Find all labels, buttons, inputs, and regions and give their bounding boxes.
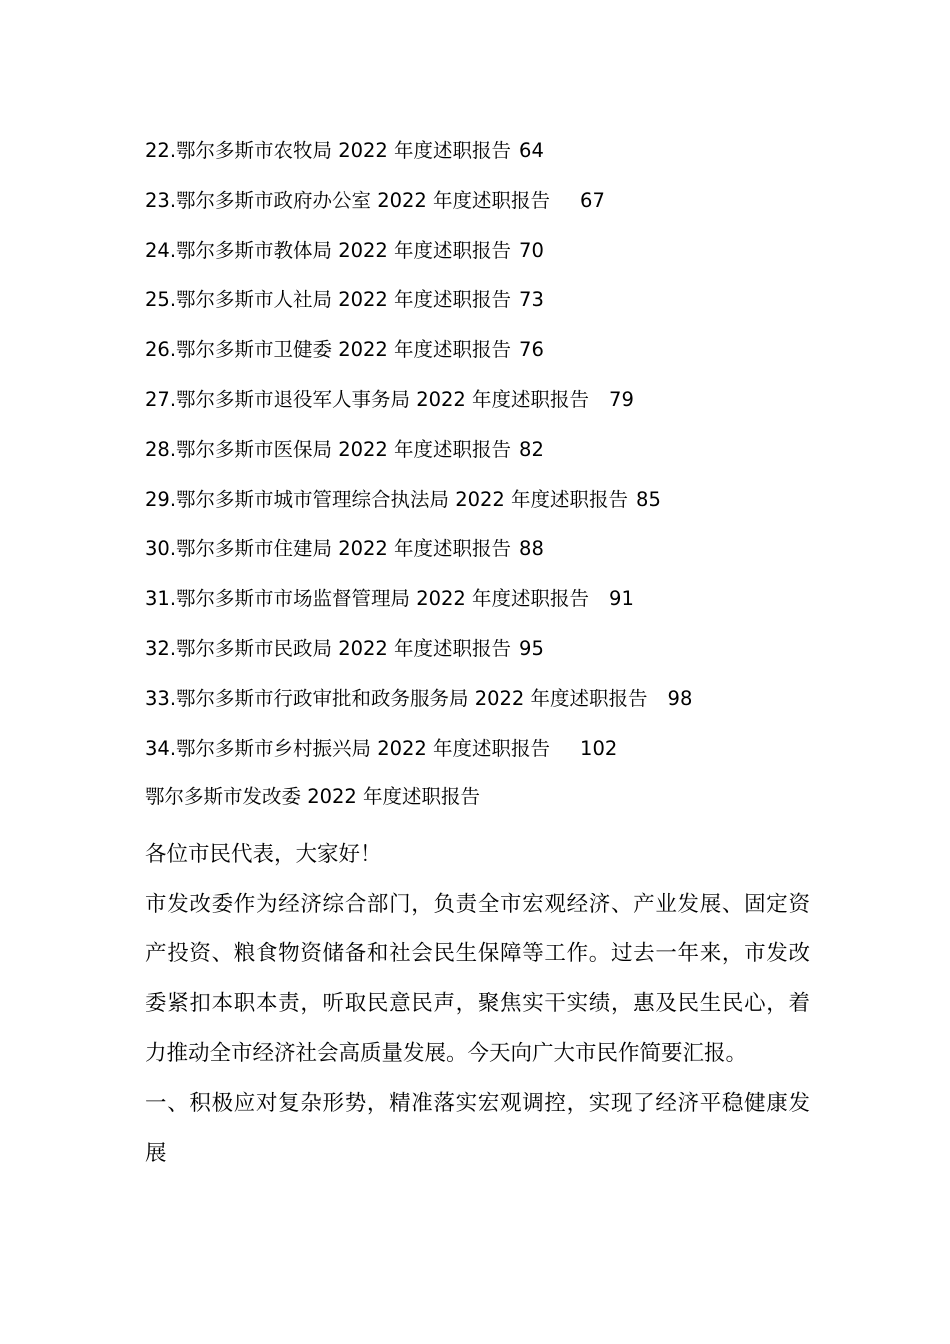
toc-entry-title: 30.鄂尔多斯市住建局 2022 年度述职报告 (145, 537, 512, 561)
toc-entry-page-number: 70 (519, 238, 544, 262)
toc-entry-title: 27.鄂尔多斯市退役军人事务局 2022 年度述职报告 (145, 387, 590, 411)
toc-entry-page-number: 67 (580, 188, 605, 212)
toc-entry-page-number: 95 (519, 636, 544, 660)
toc-entry (145, 283, 825, 333)
table-of-contents (145, 134, 825, 781)
toc-entry-page-number: 79 (609, 387, 634, 411)
toc-entry (145, 483, 825, 533)
toc-entry-page-number: 98 (667, 686, 693, 710)
toc-entry-page-number: 73 (519, 288, 544, 312)
toc-entry (145, 184, 825, 234)
toc-entry (145, 134, 825, 184)
toc-entry-title: 22.鄂尔多斯市农牧局 2022 年度述职报告 (145, 139, 512, 162)
toc-entry-title: 28.鄂尔多斯市医保局 2022 年度述职报告 (145, 437, 512, 461)
toc-entry-title: 26.鄂尔多斯市卫健委 2022 年度述职报告 (145, 338, 512, 362)
toc-entry-title: 32.鄂尔多斯市民政局 2022 年度述职报告 (145, 636, 512, 660)
toc-entry (145, 682, 825, 732)
toc-entry-title: 31.鄂尔多斯市市场监督管理局 2022 年度述职报告 (145, 587, 590, 611)
toc-entry-page-number: 91 (609, 587, 634, 611)
toc-entry (145, 632, 825, 682)
toc-entry-title: 33.鄂尔多斯市行政审批和政务服务局 2022 年度述职报告 (145, 686, 648, 710)
toc-entry-page-number: 85 (636, 487, 661, 511)
toc-entry-page-number: 64 (519, 139, 544, 162)
toc-entry-title: 23.鄂尔多斯市政府办公室 2022 年度述职报告 (145, 188, 551, 212)
toc-entry-page-number: 82 (519, 437, 544, 461)
toc-entry-page-number: 76 (519, 338, 544, 362)
report-body (145, 780, 810, 1178)
toc-entry-title: 34.鄂尔多斯市乡村振兴局 2022 年度述职报告 (145, 736, 551, 760)
toc-entry (145, 532, 825, 582)
toc-entry (145, 234, 825, 284)
toc-entry-title: 24.鄂尔多斯市教体局 2022 年度述职报告 (145, 238, 512, 262)
report-title: 鄂尔多斯市发改委 2022 年度述职报告 (145, 785, 481, 808)
toc-entry (145, 732, 825, 782)
toc-entry (145, 383, 825, 433)
toc-entry-title: 25.鄂尔多斯市人社局 2022 年度述职报告 (145, 288, 512, 312)
section-heading-1: 一、积极应对复杂形势，精准落实宏观调控，实现了经济平稳健康发展 (145, 1090, 810, 1166)
greeting-paragraph: 各位市民代表，大家好！ (145, 841, 382, 867)
toc-entry-page-number: 102 (580, 736, 618, 760)
toc-entry (145, 433, 825, 483)
toc-entry-page-number: 88 (519, 537, 544, 561)
toc-entry-title: 29.鄂尔多斯市城市管理综合执法局 2022 年度述职报告 (145, 487, 629, 511)
toc-entry (145, 582, 825, 632)
intro-paragraph: 市发改委作为经济综合部门，负责全市宏观经济、产业发展、固定资产投资、粮食物资储备和社会民生保障等工作。过去一年来，市发改委紧扣本职本责，听取民意民声，聚焦实干实绩，惠及民生民心，着力推动全市经济社会高质量发展。今天向广大市民作简要汇报。 (145, 891, 810, 1066)
toc-entry (145, 333, 825, 383)
